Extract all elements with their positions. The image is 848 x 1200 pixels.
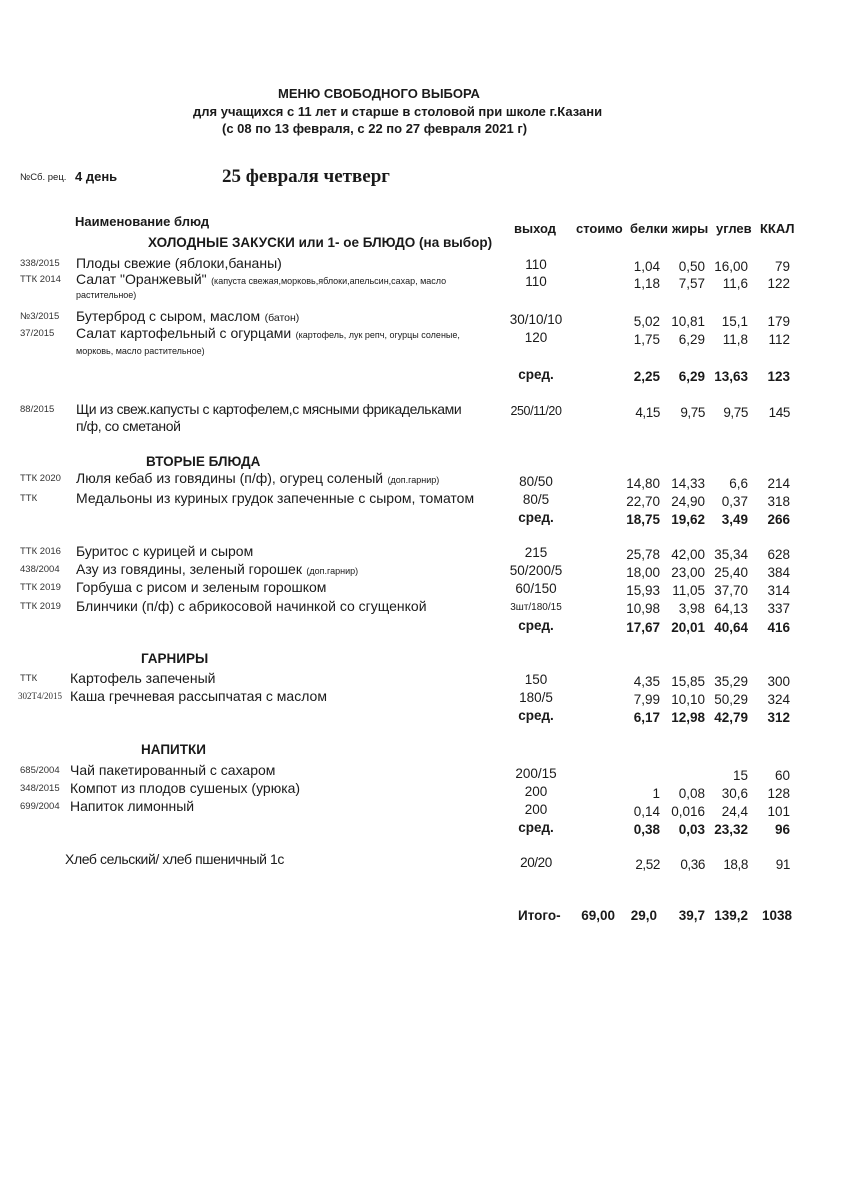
recipe-code: ТТК 2020: [20, 473, 61, 484]
dish-kcal: 145: [768, 405, 790, 420]
dish-kcal: 128: [767, 786, 790, 801]
average-kcal: 266: [767, 512, 790, 527]
recipe-code: 338/2015: [20, 258, 60, 269]
average-fat: 19,62: [671, 512, 705, 527]
dish-name: Люля кебаб из говядины (п/ф), огурец соленый: [76, 470, 384, 486]
dish-name-cont: п/ф, со сметаной: [76, 418, 181, 434]
dish-kcal: 60: [774, 768, 790, 783]
average-carbs: 3,49: [721, 512, 748, 527]
column-header-cost: стоимо: [576, 221, 623, 236]
dish-protein: 1,75: [633, 332, 660, 347]
column-header-protein: белки: [630, 221, 669, 236]
dish-output: 80/5: [522, 492, 550, 507]
dish-protein: 10,98: [626, 601, 660, 616]
recipe-number-label: №Сб. рец.: [20, 172, 67, 183]
dish-protein: 22,70: [626, 494, 660, 509]
section-title-drinks: НАПИТКИ: [141, 742, 206, 757]
average-carbs: 13,63: [714, 369, 748, 384]
average-label: сред.: [518, 510, 554, 525]
dish-output: 30/10/10: [509, 312, 563, 327]
dish-note-cont: растительное): [76, 290, 137, 300]
dish-fat: 10,10: [671, 692, 705, 707]
total-carbs: 139,2: [714, 908, 748, 923]
menu-period: (с 08 по 13 февраля, с 22 по 27 февраля 2021 г): [222, 121, 528, 136]
average-protein: 0,38: [633, 822, 660, 837]
dish-fat: 11,05: [672, 583, 705, 598]
dish-fat: 9,75: [680, 405, 705, 420]
dish-name: Плоды свежие (яблоки,бананы): [76, 255, 282, 271]
dish-name: Медальоны из куриных грудок запеченные с сыром, томатом: [76, 490, 475, 506]
average-kcal: 123: [767, 369, 790, 384]
dish-fat: 6,29: [678, 332, 705, 347]
column-header-name: Наименование блюд: [75, 214, 210, 229]
dish-name-line: [76, 470, 439, 488]
dish-output: 200: [524, 784, 548, 799]
dish-fat: 10,81: [671, 314, 705, 329]
dish-carbs: 50,29: [714, 692, 748, 707]
dish-protein: 1: [652, 786, 660, 801]
dish-carbs: 15: [732, 768, 748, 783]
recipe-code: ТТК: [20, 673, 38, 684]
dish-protein: 2,52: [635, 857, 660, 872]
dish-name: Бутерброд с сыром, маслом: [76, 308, 261, 324]
dish-fat: 15,85: [671, 674, 705, 689]
dish-note: (капуста свежая,морковь,яблоки,апельсин,сахар, масло: [211, 276, 447, 286]
average-carbs: 23,32: [714, 822, 748, 837]
dish-kcal: 214: [767, 476, 790, 491]
total-label: Итого-: [518, 908, 561, 923]
average-kcal: 312: [767, 710, 790, 725]
dish-carbs: 35,34: [714, 547, 748, 562]
dish-carbs: 9,75: [723, 405, 748, 420]
total-kcal: 1038: [761, 908, 792, 923]
dish-output: 3шт/180/15: [510, 602, 562, 613]
dish-kcal: 337: [767, 601, 790, 616]
recipe-code: 37/2015: [20, 328, 55, 339]
dish-protein: 5,02: [633, 314, 660, 329]
average-fat: 20,01: [671, 620, 705, 635]
dish-kcal: 179: [767, 314, 790, 329]
recipe-code: №3/2015: [20, 311, 60, 322]
dish-output: 200: [524, 802, 548, 817]
dish-kcal: 318: [767, 494, 790, 509]
average-fat: 0,03: [678, 822, 705, 837]
dish-output: 150: [524, 672, 548, 687]
average-carbs: 42,79: [714, 710, 748, 725]
dish-carbs: 11,8: [722, 332, 748, 347]
dish-fat: 0,016: [671, 804, 705, 819]
dish-output: 60/150: [515, 581, 557, 596]
average-label: сред.: [518, 618, 554, 633]
dish-kcal: 79: [774, 259, 790, 274]
dish-fat: 0,50: [678, 259, 705, 274]
average-label: сред.: [518, 708, 554, 723]
dish-fat: 0,36: [680, 857, 705, 872]
dish-output: 215: [524, 545, 548, 560]
dish-note-cont: морковь, масло растительное): [76, 346, 205, 356]
average-protein: 6,17: [633, 710, 660, 725]
column-header-kcal: ККАЛ: [760, 221, 795, 236]
recipe-code: ТТК 2016: [20, 546, 61, 557]
menu-title: МЕНЮ СВОБОДНОГО ВЫБОРА: [278, 86, 480, 101]
average-protein: 2,25: [633, 369, 660, 384]
dish-carbs: 30,6: [721, 786, 748, 801]
dish-note: (доп.гарнир): [387, 475, 440, 485]
average-label: сред.: [518, 820, 554, 835]
average-fat: 6,29: [678, 369, 705, 384]
dish-carbs: 11,6: [722, 276, 748, 291]
recipe-code: 699/2004: [20, 801, 60, 812]
section-title-cold: ХОЛОДНЫЕ ЗАКУСКИ или 1- ое БЛЮДО (на выбор): [148, 235, 493, 250]
total-fat: 39,7: [678, 908, 705, 923]
dish-name: Салат картофельный с огурцами: [76, 325, 292, 341]
dish-kcal: 122: [767, 276, 790, 291]
day-label: 4 день: [75, 169, 118, 184]
menu-date: 25 февраля четверг: [222, 166, 390, 187]
section-title-main: ВТОРЫЕ БЛЮДА: [146, 454, 261, 469]
dish-fat: 23,00: [671, 565, 705, 580]
dish-carbs: 16,00: [714, 259, 748, 274]
average-protein: 18,75: [626, 512, 660, 527]
section-title-sides: ГАРНИРЫ: [141, 651, 209, 666]
recipe-code: ТТК: [20, 493, 38, 504]
recipe-code: 88/2015: [20, 404, 55, 415]
average-fat: 12,98: [671, 710, 705, 725]
column-header-output: выход: [514, 221, 557, 236]
recipe-code: ТТК 2019: [20, 601, 61, 612]
dish-output: 80/50: [519, 474, 553, 489]
dish-name: Буритос с курицей и сыром: [76, 543, 254, 559]
dish-note: (доп.гарнир): [306, 566, 359, 576]
dish-name: Салат "Оранжевый": [76, 271, 207, 287]
dish-name-line: [76, 561, 358, 579]
dish-output: 110: [525, 274, 547, 289]
dish-output: 120: [524, 330, 548, 345]
dish-name-line: [76, 271, 446, 289]
dish-name: Напиток лимонный: [70, 798, 195, 814]
column-header-carbs: углев: [716, 221, 752, 236]
dish-name: Азу из говядины, зеленый горошек: [76, 561, 302, 577]
dish-protein: 18,00: [626, 565, 660, 580]
dish-name: Горбуша с рисом и зеленым горошком: [76, 579, 327, 595]
dish-note: (батон): [264, 312, 300, 324]
dish-name-line: [76, 308, 299, 326]
dish-output: 110: [525, 257, 547, 272]
dish-protein: 25,78: [626, 547, 660, 562]
dish-name: Компот из плодов сушеных (урюка): [70, 780, 301, 796]
total-protein: 29,0: [630, 908, 657, 923]
dish-protein: 15,93: [626, 583, 660, 598]
dish-carbs: 24,4: [721, 804, 748, 819]
dish-name-line: [76, 325, 460, 343]
recipe-code: 685/2004: [20, 765, 60, 776]
dish-name: Блинчики (п/ф) с абрикосовой начинкой со сгущенкой: [76, 598, 427, 614]
dish-name: Каша гречневая рассыпчатая с маслом: [70, 688, 327, 704]
dish-output: 50/200/5: [509, 563, 563, 578]
column-header-fat: жиры: [672, 221, 709, 236]
recipe-code: ТТК 2019: [20, 582, 61, 593]
dish-fat: 7,57: [678, 276, 705, 291]
average-carbs: 40,64: [714, 620, 748, 635]
dish-carbs: 37,70: [714, 583, 748, 598]
dish-carbs: 6,6: [729, 476, 748, 491]
dish-name: Хлеб сельский/ хлеб пшеничный 1с: [65, 851, 285, 867]
dish-fat: 24,90: [671, 494, 705, 509]
dish-protein: 1,04: [633, 259, 660, 274]
dish-fat: 0,08: [678, 786, 705, 801]
dish-kcal: 628: [767, 547, 790, 562]
dish-note: (картофель, лук репч, огурцы соленые,: [295, 330, 460, 340]
dish-kcal: 101: [767, 804, 790, 819]
dish-protein: 7,99: [633, 692, 660, 707]
dish-name: Щи из свеж.капусты с картофелем,с мясными фрикадельками: [76, 401, 462, 417]
average-kcal: 96: [774, 822, 790, 837]
average-kcal: 416: [767, 620, 790, 635]
recipe-code: 302Т4/2015: [18, 691, 62, 701]
average-protein: 17,67: [626, 620, 660, 635]
dish-kcal: 384: [767, 565, 790, 580]
dish-output: 180/5: [519, 690, 553, 705]
dish-fat: 3,98: [678, 601, 705, 616]
dish-output: 200/15: [515, 766, 557, 781]
dish-name: Картофель запеченый: [70, 670, 216, 686]
total-cost: 69,00: [581, 908, 615, 923]
dish-kcal: 112: [768, 332, 790, 347]
dish-protein: 0,14: [633, 804, 660, 819]
dish-carbs: 64,13: [714, 601, 748, 616]
dish-kcal: 91: [775, 857, 790, 872]
recipe-code: 438/2004: [20, 564, 60, 575]
dish-carbs: 35,29: [714, 674, 748, 689]
dish-protein: 4,15: [635, 405, 660, 420]
recipe-code: 348/2015: [20, 783, 60, 794]
dish-protein: 14,80: [626, 476, 660, 491]
dish-carbs: 25,40: [714, 565, 748, 580]
dish-output: 250/11/20: [510, 404, 562, 418]
recipe-code: ТТК 2014: [20, 274, 61, 285]
dish-carbs: 0,37: [721, 494, 748, 509]
dish-kcal: 314: [767, 583, 790, 598]
dish-carbs: 15,1: [721, 314, 748, 329]
dish-carbs: 18,8: [723, 857, 748, 872]
average-label: сред.: [518, 367, 554, 382]
dish-protein: 4,35: [633, 674, 660, 689]
dish-name: Чай пакетированный с сахаром: [70, 762, 276, 778]
dish-fat: 42,00: [671, 547, 705, 562]
menu-subtitle: для учащихся с 11 лет и старше в столовой при школе г.Казани: [193, 104, 603, 119]
dish-kcal: 300: [767, 674, 790, 689]
dish-kcal: 324: [767, 692, 790, 707]
dish-protein: 1,18: [633, 276, 660, 291]
dish-fat: 14,33: [671, 476, 705, 491]
dish-output: 20/20: [520, 855, 552, 870]
